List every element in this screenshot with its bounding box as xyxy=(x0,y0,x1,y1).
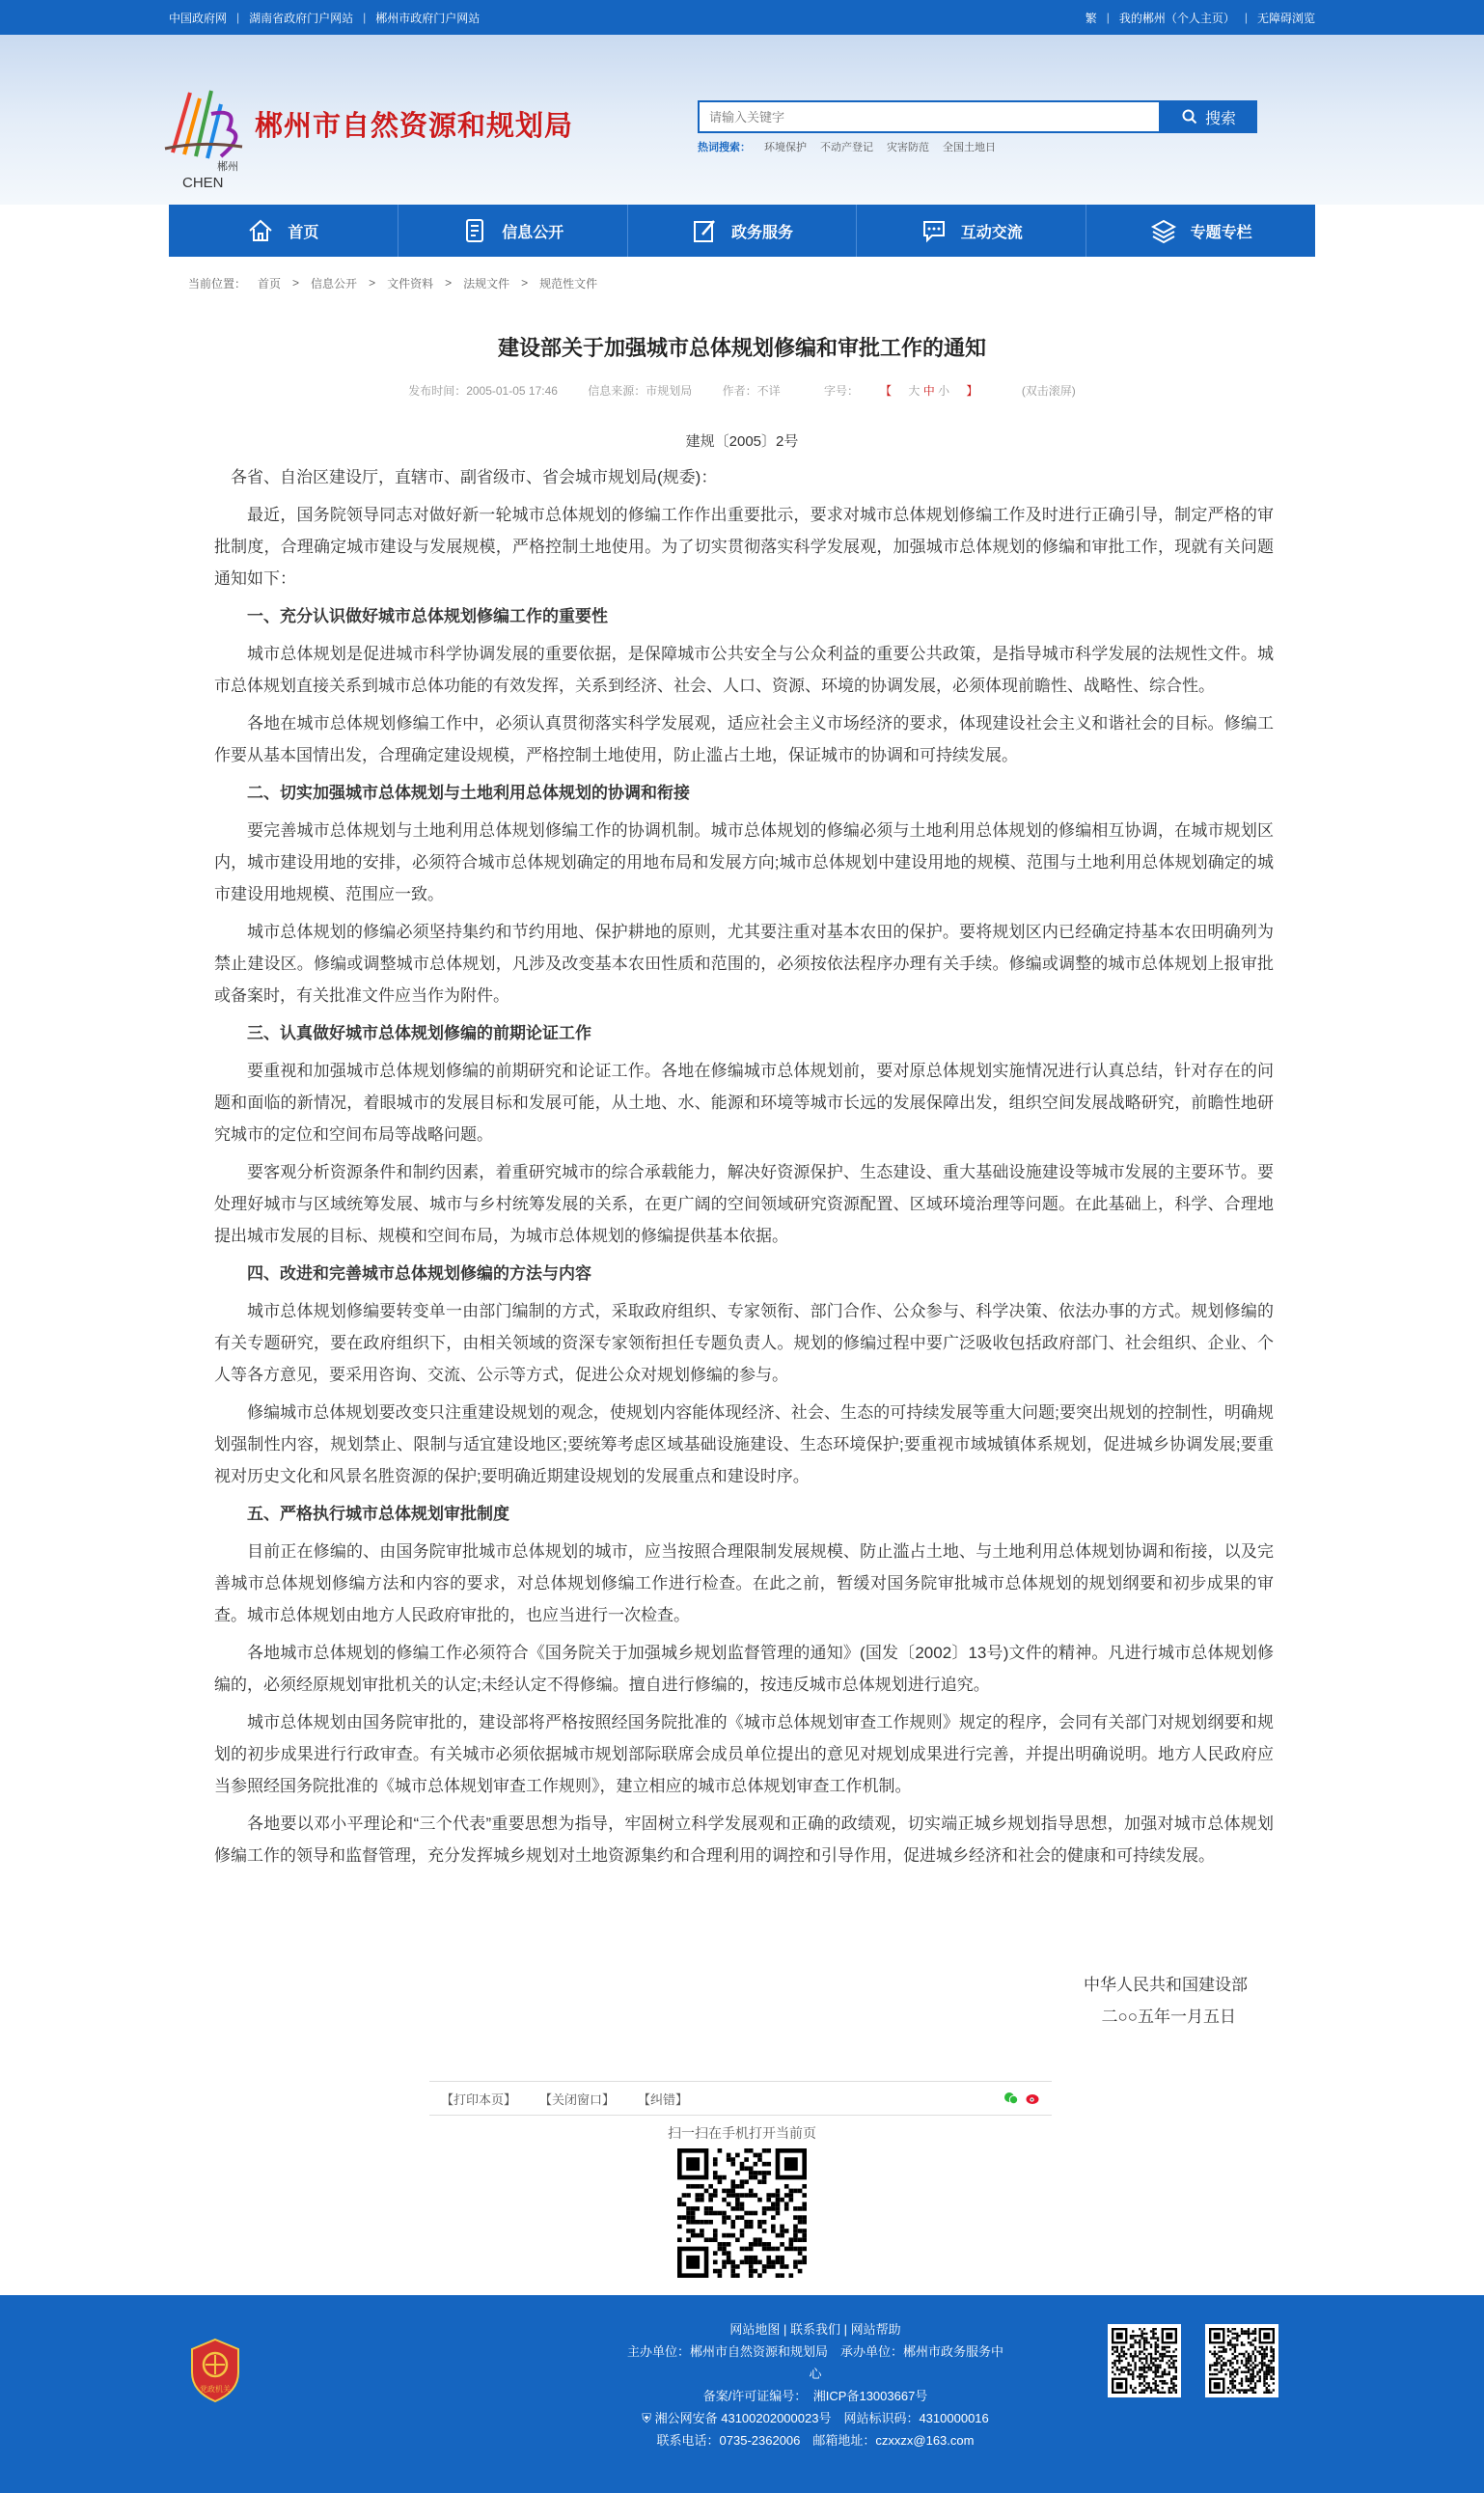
nav-label: 互动交流 xyxy=(960,224,1023,241)
hot-word[interactable]: 环境保护 xyxy=(764,142,807,153)
breadcrumb-item[interactable]: 信息公开 xyxy=(311,276,358,291)
footer-host-cont: 心 xyxy=(809,2367,822,2381)
publish-time: 发布时间：2005-01-05 17:46 xyxy=(408,384,558,398)
hot-words-label: 热词搜索： xyxy=(698,142,751,153)
breadcrumb-item[interactable]: 法规文件 xyxy=(463,276,510,291)
my-chenzhou-link[interactable]: 我的郴州（个人主页） xyxy=(1118,11,1235,25)
top-left-links xyxy=(169,10,480,26)
signature-date: 二○○五年一月五日 xyxy=(1101,2008,1236,2026)
nav-label: 首页 xyxy=(288,224,319,241)
accessibility-link[interactable]: 无障碍浏览 xyxy=(1256,11,1315,25)
footer-info xyxy=(598,2318,1032,2451)
wechat-share-icon[interactable] xyxy=(1003,2091,1019,2106)
chat-icon xyxy=(921,217,948,244)
breadcrumb xyxy=(169,257,1315,309)
edit-icon xyxy=(691,217,718,244)
article-tools xyxy=(429,2081,1052,2116)
link-chenzhou-gov[interactable]: 郴州市政府门户网站 xyxy=(375,11,481,25)
signature-org: 中华人民共和国建设部 xyxy=(1084,1976,1248,1994)
weibo-share-icon[interactable] xyxy=(1025,2091,1040,2106)
traditional-chinese-link[interactable]: 繁 xyxy=(1085,11,1097,25)
header xyxy=(0,35,1484,205)
nav-special-topics[interactable] xyxy=(1086,205,1315,257)
search-button-label: 搜索 xyxy=(1204,110,1236,127)
error-report-button[interactable]: 【纠错】 xyxy=(638,2091,689,2107)
section-heading: 四、改进和完善城市总体规划修编的方法与内容 xyxy=(247,1264,591,1283)
paragraph: 修编城市总体规划要改变只注重建设规划的观念，使规划内容能体现经济、社会、生态的可持续发展等重大问题;要突出规划的控制性，明确规划强制性内容，规划禁止、限制与适宜建设地区;要统筹考虑区域基础设施建设、生态环境保护;要重视市域城镇体系规划，促进城乡协调发展;要重视对历史文化和风景名胜资源的保护;要明确近期建设规划的发展重点和建设时序。 xyxy=(214,1403,1274,1485)
section-heading: 一、充分认识做好城市总体规划修编工作的重要性 xyxy=(247,607,608,625)
site-logo[interactable] xyxy=(161,85,248,196)
party-gov-badge[interactable] xyxy=(188,2338,242,2403)
layers-icon xyxy=(1150,217,1177,244)
search-icon xyxy=(1182,109,1197,125)
top-right-links xyxy=(1086,10,1315,26)
signature xyxy=(169,1969,1248,2033)
footer-icp: 备案/许可证编号： 湘ICP备13003667号 xyxy=(702,2389,928,2403)
breadcrumb-item[interactable]: 首页 xyxy=(258,276,282,291)
search-button[interactable] xyxy=(1161,100,1257,133)
nav-interaction[interactable] xyxy=(857,205,1086,257)
dblclick-scroll-hint: (双击滚屏) xyxy=(1021,384,1076,398)
article-meta xyxy=(169,382,1315,399)
svg-text:CHEN: CHEN xyxy=(182,175,224,191)
police-badge-icon: ⛨ xyxy=(642,2411,651,2425)
font-size-small[interactable]: 小 xyxy=(938,384,950,398)
breadcrumb-separator: > xyxy=(292,276,300,290)
document-icon xyxy=(461,217,488,244)
font-size-label: 字号： xyxy=(824,384,860,398)
breadcrumb-separator: > xyxy=(445,276,453,290)
paragraph: 城市总体规划由国务院审批的，建设部将严格按照经国务院批准的《城市总体规划审查工作规则》规定的程序，会同有关部门对规划纲要和规划的初步成果进行行政审查。有关城市必须依据城市规划部际联席会成员单位提出的意见对规划成果进行完善，并提出明确说明。地方人民政府应当参照经国务院批准的《城市总体规划审查工作规则》，建立相应的城市总体规划审查工作机制。 xyxy=(214,1713,1274,1795)
separator: | xyxy=(1244,11,1248,24)
print-button[interactable]: 【打印本页】 xyxy=(441,2091,517,2107)
hot-word[interactable]: 灾害防范 xyxy=(887,142,929,153)
top-bar xyxy=(0,0,1484,35)
footer-qr-container xyxy=(1205,2324,1278,2397)
paragraph: 目前正在修编的、由国务院审批城市总体规划的城市，应当按照合理限制发展规模、防止滥占土地、与土地利用总体规划协调和衔接，以及完善城市总体规划修编方法和内容的要求，对总体规划修编工作进行检查。在此之前，暂缓对国务院审批城市总体规划的规划纲要和初步成果的审查。城市总体规划由地方人民政府审批的，也应当进行一次检查。 xyxy=(214,1542,1274,1624)
close-window-button[interactable]: 【关闭窗口】 xyxy=(539,2091,616,2107)
section-heading: 五、严格执行城市总体规划审批制度 xyxy=(247,1505,509,1523)
font-size-switch xyxy=(811,384,991,398)
paragraph: 城市总体规划是促进城市科学协调发展的重要依据，是保障城市公共安全与公众利益的重要公共政策，是指导城市科学发展的法规性文件。城市总体规划直接关系到城市总体功能的有效发挥，关系到经济、社会、人口、资源、环境的协调发展，必须体现前瞻性、战略性、综合性。 xyxy=(214,645,1274,695)
wechat-qr-code xyxy=(1209,2328,1275,2394)
breadcrumb-separator: > xyxy=(521,276,529,290)
paragraph: 城市总体规划修编要转变单一由部门编制的方式，采取政府组织、专家领衔、部门合作、公众参与、科学决策、依法办事的方式。规划修编的有关专题研究，要在政府组织下，由相关领域的资深专家领衔担任专题负责人。规划的修编过程中要广泛吸收包括政府部门、社会组织、企业、个人等各方意见，要采用咨询、交流、公示等方式，促进公众对规划修编的参与。 xyxy=(214,1302,1274,1384)
footer xyxy=(0,2295,1484,2493)
breadcrumb-separator: > xyxy=(369,276,376,290)
share-icons xyxy=(1003,2091,1040,2106)
paragraph: 各地城市总体规划的修编工作必须符合《国务院关于加强城乡规划监督管理的通知》(国发〔2002〕13号)文件的精神。凡进行城市总体规划修编的，必须经原规划审批机关的认定;未经认定不得修编。擅自进行修编的，按违反城市总体规划进行追究。 xyxy=(214,1644,1274,1694)
nav-gov-services[interactable] xyxy=(628,205,858,257)
paragraph: 城市总体规划的修编必须坚持集约和节约用地、保护耕地的原则，尤其要注重对基本农田的保护。要将规划区内已经确定持基本农田明确列为禁止建设区。修编或调整城市总体规划，凡涉及改变基本农田性质和范围的，必须按依法程序办理有关手续。修编或调整的城市总体规划上报审批或备案时，有关批准文件应当作为附件。 xyxy=(214,923,1274,1005)
breadcrumb-item[interactable]: 文件资料 xyxy=(387,276,434,291)
nav-home[interactable] xyxy=(169,205,398,257)
qr-caption: 扫一扫在手机打开当前页 xyxy=(668,2125,816,2141)
link-gov-cn[interactable]: 中国政府网 xyxy=(169,11,228,25)
separator: | xyxy=(363,11,367,24)
paragraph: 要客观分析资源条件和制约因素，着重研究城市的综合承载能力，解决好资源保护、生态建设、重大基础设施建设等城市发展的主要环节。要处理好城市与区域统筹发展、城市与乡村统筹发展的关系，在更广阔的空间领域研究资源配置、区域环境治理等问题。在此基础上，科学、合理地提出城市发展的目标、规模和空间布局，为城市总体规划的修编提供基本依据。 xyxy=(214,1163,1274,1245)
breadcrumb-label: 当前位置： xyxy=(188,276,247,291)
home-icon xyxy=(247,217,274,244)
paragraph: 各地要以邓小平理论和“三个代表”重要思想为指导，牢固树立科学发展观和正确的政绩观，切实端正城乡规划指导思想，加强对城市总体规划修编工作的领导和监督管理，充分发挥城乡规划对土地资源集约和合理利用的调控和引导作用，促进城乡经济和社会的健康和可持续发展。 xyxy=(214,1814,1274,1865)
font-size-medium[interactable]: 中 xyxy=(922,384,935,398)
paragraph: 最近，国务院领导同志对做好新一轮城市总体规划的修编工作作出重要批示，要求对城市总体规划修编工作及时进行正确引导，制定严格的审批制度，合理确定城市建设与发展规模，严格控制土地使用。为了切实贯彻落实科学发展观，加强城市总体规划的修编和审批工作，现就有关问题通知如下： xyxy=(214,506,1274,588)
footer-host: 主办单位：郴州市自然资源和规划局 承办单位：郴州市政务服务中 xyxy=(626,2344,1003,2359)
search-input[interactable] xyxy=(698,100,1161,133)
svg-text:党政机关: 党政机关 xyxy=(200,2385,231,2394)
paragraph: 各地在城市总体规划修编工作中，必须认真贯彻落实科学发展观，适应社会主义市场经济的要求，体现建设社会主义和谐社会的目标。修编工作要从基本国情出发，合理确定建设规模，严格控制土地使用，防止滥占土地，保证城市的协调和可持续发展。 xyxy=(214,714,1274,764)
hot-word[interactable]: 全国土地日 xyxy=(943,142,996,153)
article xyxy=(169,309,1315,2292)
section-heading: 三、认真做好城市总体规划修编的前期论证工作 xyxy=(247,1024,591,1042)
section-heading: 二、切实加强城市总体规划与土地利用总体规划的协调和衔接 xyxy=(247,784,690,802)
article-title: 建设部关于加强城市总体规划修编和审批工作的通知 xyxy=(497,336,986,360)
footer-qr-container xyxy=(1108,2324,1181,2397)
nav-label: 信息公开 xyxy=(502,224,564,241)
footer-contact: 联系电话：0735-2362006 邮箱地址：czxxzx@163.com xyxy=(656,2433,975,2448)
app-qr-code xyxy=(1112,2328,1177,2394)
paragraph: 要重视和加强城市总体规划修编的前期研究和论证工作。各地在修编城市总体规划前，要对原总体规划实施情况进行认真总结，针对存在的问题和面临的新情况，着眼城市的发展目标和发展可能，从土地、水、能源和环境等城市长远的发展保障出发，组织空间发展战略研究，前瞻性地研究城市的定位和空间布局等战略问题。 xyxy=(214,1062,1274,1144)
page-qr-code xyxy=(677,2148,807,2278)
footer-links[interactable]: 网站地图 | 联系我们 | 网站帮助 xyxy=(729,2322,901,2337)
font-size-large[interactable]: 大 xyxy=(908,384,921,398)
salutation: 各省、自治区建设厅，直辖市、副省级市、省会城市规划局(规委)： xyxy=(231,468,718,486)
hot-words xyxy=(698,139,996,154)
nav-label: 政务服务 xyxy=(730,224,793,241)
paragraph: 要完善城市总体规划与土地利用总体规划修编工作的协调机制。城市总体规划的修编必须与土地利用总体规划的修编相互协调，在城市规划区内，城市建设用地的安排，必须符合城市总体规划确定的用地布局和发展方向;城市总体规划中建设用地的规模、范围与土地利用总体规划确定的城市建设用地规模、范围应一致。 xyxy=(214,821,1274,903)
site-name: 郴州市自然资源和规划局 xyxy=(255,111,574,142)
link-hunan-gov[interactable]: 湖南省政府门户网站 xyxy=(249,11,354,25)
footer-police: ⛨ 湘公网安备 43100202000023号 网站标识码：4310000016 xyxy=(642,2411,989,2425)
separator: | xyxy=(1106,11,1110,24)
author: 作者：不详 xyxy=(722,384,781,398)
nav-label: 专题专栏 xyxy=(1190,224,1252,241)
hot-word[interactable]: 不动产登记 xyxy=(820,142,873,153)
breadcrumb-item[interactable]: 规范性文件 xyxy=(539,276,598,291)
article-body xyxy=(214,461,1274,1877)
svg-text:郴州: 郴州 xyxy=(217,160,238,173)
nav-info-disclosure[interactable] xyxy=(398,205,628,257)
separator: | xyxy=(236,11,240,24)
main-nav xyxy=(169,205,1315,257)
bracket: 【 xyxy=(886,384,893,398)
document-number: 建规〔2005〕2号 xyxy=(685,433,799,450)
info-source: 信息来源：市规划局 xyxy=(588,384,693,398)
bracket: 】 xyxy=(966,384,978,398)
